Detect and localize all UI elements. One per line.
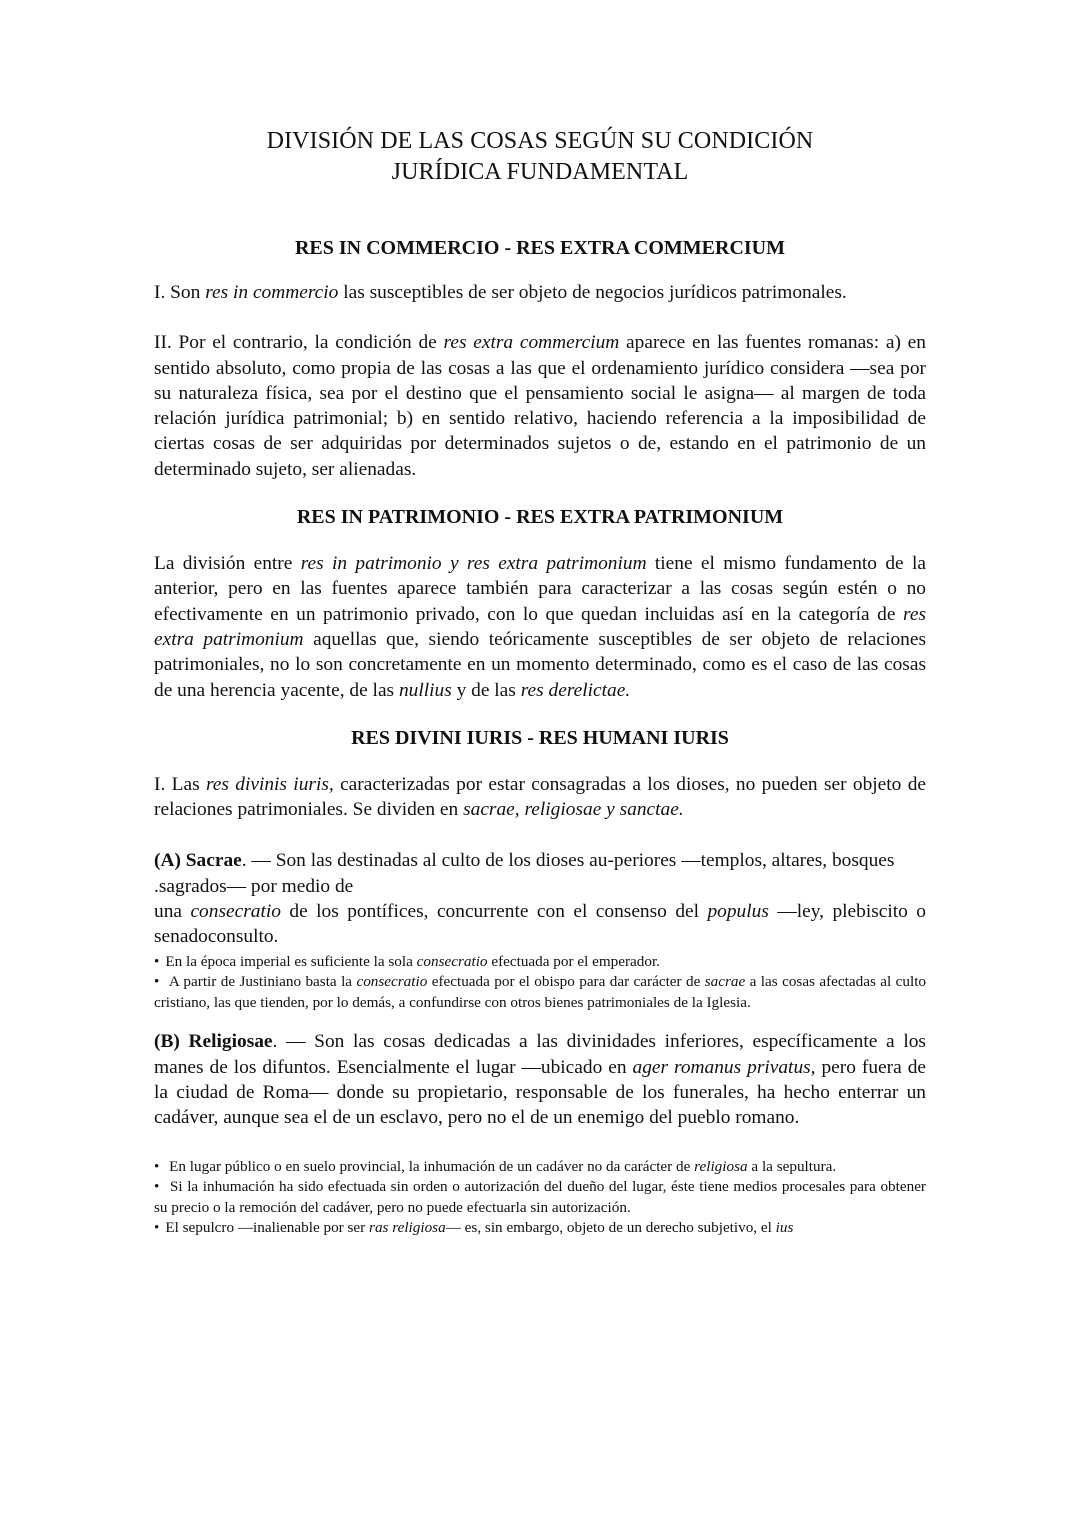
title-line-1: DIVISIÓN DE LAS COSAS SEGÚN SU CONDICIÓN (266, 128, 814, 154)
paragraph-sacrae-continued: una consecratio de los pontífices, concurrente con el consenso del populus —ley, plebiscito o senadoconsulto. (154, 901, 926, 948)
paragraph-res-extra-commercium: II. Por el contrario, la condición de res extra commercium aparece en las fuentes romanas: a) en sentido absoluto, como propia de las cosas a las que el ordenamiento jurídico considera —sea por su naturaleza física, sea por el destino que el pensamiento social le asigna— al margen de toda relación jurídica patrimonial; b) en sentido relativo, haciendo referencia a la imposibilidad de ciertas cosas de ser adquiridas por determinados sujetos o de, estando en el patrimonio de un determinado sujeto, ser alienadas. (154, 332, 926, 480)
note-sepulcro: • El sepulcro —inalienable por ser ras religiosa— es, sin embargo, objeto de un derecho subjetivo, el ius (154, 1219, 794, 1237)
paragraph-res-in-patrimonio: La división entre res in patrimonio y res extra patrimonium tiene el mismo fundamento de la anterior, pero en las fuentes aparece también para caracterizar a las cosas según estén o no efectivamente en un patrimonio privado, con lo que quedan incluidas así en la categoría de res extra patrimonium aquellas que, siendo teóricamente susceptibles de ser objeto de relaciones patrimoniales, no lo son concretamente en un momento determinado, como es el caso de las cosas de una herencia yacente, de las nullius y de las res derelictae. (154, 553, 926, 701)
heading-res-in-patrimonio: RES IN PATRIMONIO - RES EXTRA PATRIMONIUM (296, 506, 784, 529)
document-title (154, 126, 926, 188)
note-imperial-consecratio: • En la época imperial es suficiente la sola consecratio efectuada por el emperador. (154, 952, 660, 970)
note-inhumacion: • Si la inhumación ha sido efectuada sin orden o autorización del dueño del lugar, éste tiene medios procesales para obtener su precio o la remoción del cadáver, pero no puede efectuarla sin autorización. (154, 1178, 926, 1216)
note-lugar-publico: • En lugar público o en suelo provincial, la inhumación de un cadáver no da carácter de religiosa a la sepultura. (154, 1157, 837, 1175)
paragraph-sacrae: (A) Sacrae. — Son las destinadas al culto de los dioses au-periores —templos, altares, bosques .sagrados— por medio de (154, 850, 895, 897)
heading-res-divini-iuris: RES DIVINI IURIS - RES HUMANI IURIS (351, 726, 729, 749)
paragraph-res-divinis-iuris: I. Las res divinis iuris, caracterizadas por estar consagradas a los dioses, no pueden ser objeto de relaciones patrimoniales. Se dividen en sacrae, religiosae y sanctae. (154, 773, 926, 821)
heading-res-in-commercio: RES IN COMMERCIO - RES EXTRA COMMERCIUM (294, 237, 785, 259)
note-justiniano: • A partir de Justiniano basta la consecratio efectuada por el obispo para dar carácter de sacrae a las cosas afectadas al culto cristiano, las que tienden, por lo demás, a confundirse con otros bienes patrimoniales de la Iglesia. (154, 973, 927, 1011)
paragraph-religiosae: (B) Religiosae. — Son las cosas dedicadas a las divinidades inferiores, específicamente a los manes de los difuntos. Esencialmente el lugar —ubicado en ager romanus privatus, pero fuera de la ciudad de Roma— donde su propietario, responsable de los funerales, ha hecho enterrar un cadáver, aunque sea el de un esclavo, pero no el de un enemigo del pueblo romano. (154, 1031, 926, 1129)
paragraph-res-in-commercio: I. Son res in commercio las susceptibles de ser objeto de negocios jurídicos patrimonales. (154, 282, 847, 303)
title-line-2: JURÍDICA FUNDAMENTAL (391, 159, 689, 185)
